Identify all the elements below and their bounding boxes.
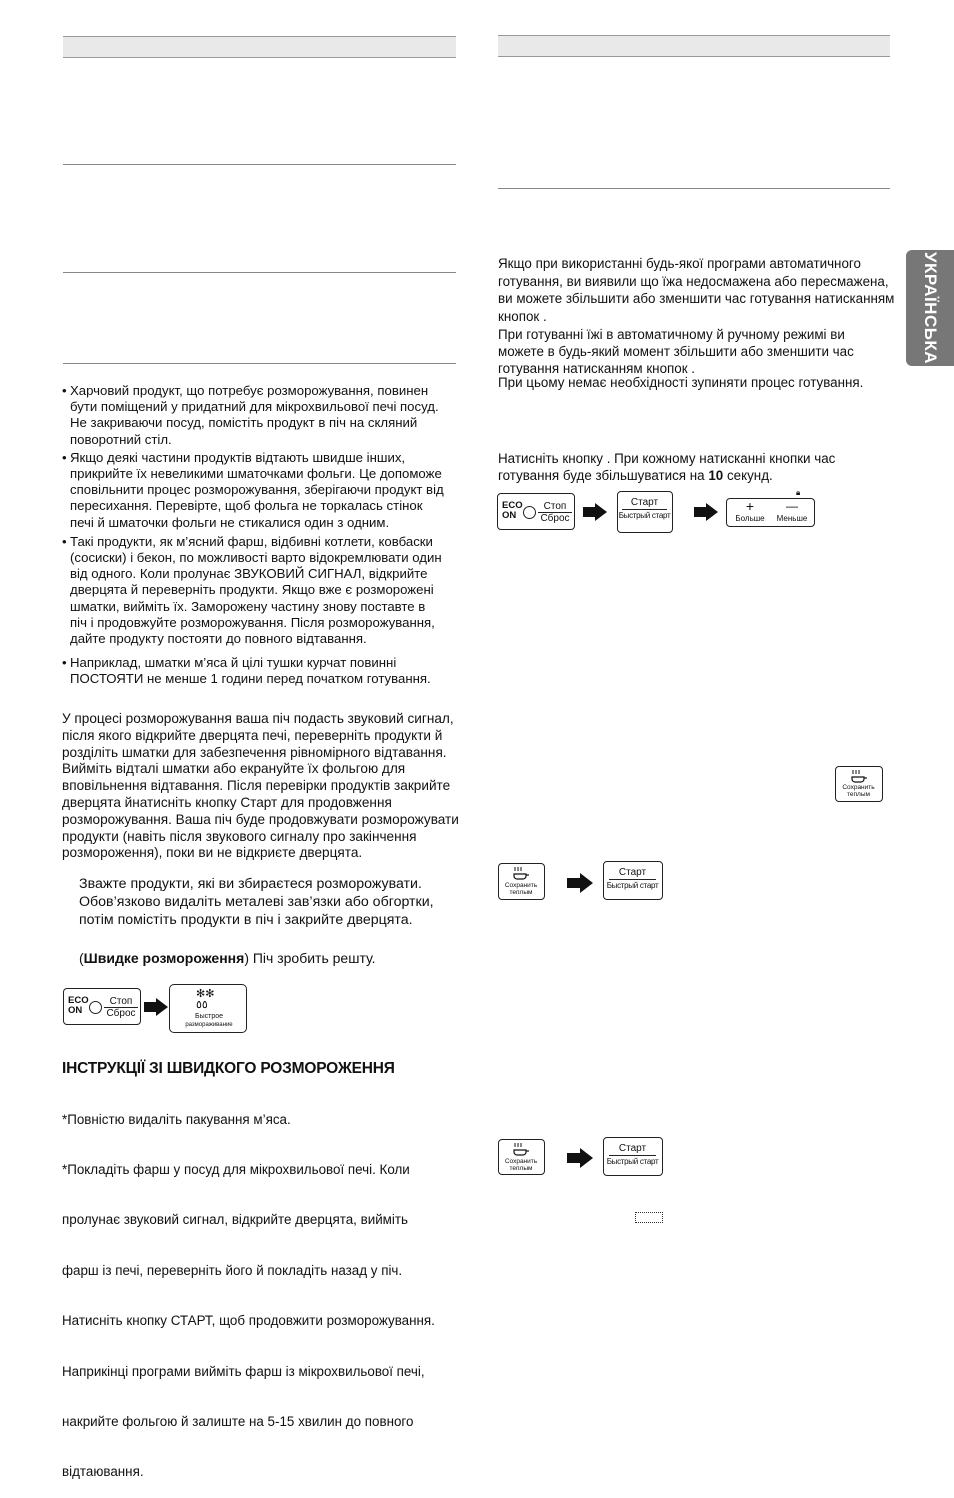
more-less-buttons[interactable] — [726, 498, 815, 527]
quick-defrost-note: (Швидке розмороження) Піч зробить решту. — [79, 950, 376, 966]
divider-2 — [63, 272, 456, 273]
divider-3 — [63, 363, 456, 364]
quick-defrost-instructions: *Повністю видаліть пакування м’яса. *Покладіть фарш у посуд для мікрохвильової печі. Коли пролунає звуковий сигнал, відкрийте дверцята, вийміть фарш із печі, переверніть його й покладіть назад у піч. Натисніть кнопку СТАРТ, щоб продовжити розморожування. Наприкінці програми вийміть фарш із мікрохвильової печі, накрийте фольгою й залиште на 5-15 хвилин до повного відтаювання. — [62, 1111, 435, 1480]
adjust-time-paragraph-3: При цьому немає необхідності зупиняти процес готування. — [498, 375, 864, 390]
start-button[interactable]: Старт Быстрый старт — [603, 861, 663, 900]
lock-icon: 🔒︎ — [796, 488, 801, 497]
eco-stop-button[interactable]: ECO ON Стоп Сброс — [63, 988, 141, 1025]
arrow-right-icon — [694, 503, 718, 526]
beep-signal-paragraph: У процесі розморожування ваша піч подасть звуковий сигнал, після якого відкрийте дверцята печі, переверніть продукти й розділіть шматки для забезпечення рівномірного відтавання. Вийміть відталі шматки або екрануйте їх фольгою для вповільнення відтавання. Після перевірки продуктів закрийте дверцята йнатисніть кнопку Старт для продовження розморожування. Ваша піч буде продовжувати розморожувати продукти (навіть після звукового сигналу про закінчення розмороження), поки ви не відкриєте дверцята. — [62, 711, 459, 861]
arrow-right-icon — [583, 503, 607, 526]
eco-leaf-icon — [89, 1001, 102, 1014]
keep-warm-button[interactable]: Сохранить теплым — [498, 863, 545, 900]
tip-item: • Такі продукти, як м’ясний фарш, відбивні котлети, ковбаски (сосиски) і бекон, по можливості варто відокремлювати один від одного. Коли пролунає ЗВУКОВИЙ СИГНАЛ, відкрийте дверцята й переверніть продукти. Якщо вже є розморожені шматки, вийміть їх. Заморожену частину знову поставте в піч і продовжуйте розморожування. Після розморожування, дайте продукту постояти до повного відтавання. — [62, 534, 444, 647]
tip-item: • Наприклад, шматки м’яса й цілі тушки курчат повинні ПОСТОЯТИ не менше 1 години перед початком готування. — [62, 655, 444, 687]
more-button[interactable]: + Больше — [735, 498, 765, 523]
eco-stop-button[interactable]: ECO ON Стоп Сброс — [497, 493, 575, 530]
pot-steam-icon — [512, 1142, 530, 1156]
divider-1 — [63, 164, 456, 165]
quick-defrost-title: ІНСТРУКЦІЇ ЗІ ШВИДКОГО РОЗМОРОЖЕННЯ — [62, 1060, 395, 1077]
press-button-paragraph: Натисніть кнопку . При кожному натисканні кнопки час готування буде збільшуватися на 10 секунд. — [498, 451, 836, 483]
less-button[interactable]: — Меньше — [776, 499, 808, 523]
start-button[interactable]: Старт Быстрый старт — [603, 1137, 663, 1176]
adjust-time-paragraph-1: Якщо при використанні будь-якої програми автоматичного готування, ви виявили що їжа недосмажена або пересмажена, ви можете збільшити або зменшити час готування натисканням кнопок . — [498, 256, 895, 324]
adjust-time-paragraph-2: При готуванні їжі в автоматичному й ручному режимі ви можете в будь-який момент збільшити або зменшити час готування натисканням кнопок . — [498, 327, 854, 376]
snowflake-drops-icon: ✻✻ ٥٥ — [196, 988, 215, 1011]
eco-leaf-icon — [523, 506, 536, 519]
quick-defrost-button[interactable]: ✻✻ ٥٥ Быстрое размораживание — [169, 984, 247, 1033]
tip-item: • Харчовий продукт, що потребує розморожування, повинен бути поміщений у придатний для мікрохвильової печі посуд. Не закриваючи посуд, помістіть продукт в піч на скляний поворотний стіл. — [62, 383, 444, 448]
keep-warm-button[interactable]: Сохранить теплым — [498, 1139, 545, 1175]
arrow-right-icon — [567, 873, 593, 898]
arrow-right-icon — [567, 1148, 593, 1173]
section-header-bar-2 — [498, 35, 890, 57]
section-header-bar-1 — [63, 36, 456, 58]
pot-steam-icon — [512, 866, 530, 880]
start-button[interactable]: Старт Быстрый старт — [617, 491, 673, 533]
tip-item: • Якщо деякі частини продуктів відтають швидше інших, прикрийте їх невеликими шматочками фольги. Це допоможе сповільнити процес розморожування, зберігаючи продукт від пересихання. Перевірте, щоб фольга не торкалась стінок печі й шматочки фольги не стикалися один з одним. — [62, 450, 444, 531]
language-tab: УКРАЇНСЬКА — [906, 250, 954, 366]
defrost-tips-list — [62, 383, 444, 688]
weigh-paragraph: Зважте продукти, які ви збираєтеся розморожувати. Обов’язково видаліть металеві зав’язки або обгортки, потім помістіть продукти в піч і закрийте дверцята. — [79, 876, 434, 928]
divider-4 — [498, 188, 890, 189]
pot-steam-icon — [850, 769, 868, 783]
display-segment-icon — [635, 1212, 663, 1223]
keep-warm-button[interactable]: Сохранить теплым — [835, 766, 883, 802]
arrow-right-icon — [144, 998, 168, 1021]
